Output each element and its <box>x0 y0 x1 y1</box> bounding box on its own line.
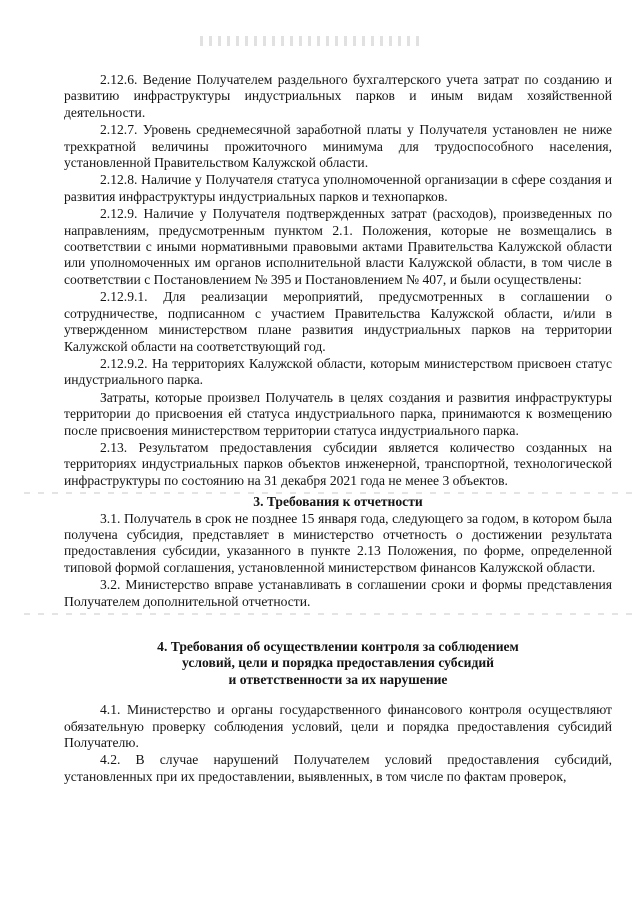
paragraph-2-12-9: 2.12.9. Наличие у Получателя подтвержденных затрат (расходов), произведенных по направлениям, предусмотренным пунктом 2.1. Положения, которые не возмещались в соответствии с иными нормативными правовыми актами Правительства Калужской области или уполномоченных им органов исполнительной власти Калужской области, в том числе в соответствии с Постановлением № 395 и Постановлением № 407, и были осуществлены: <box>64 206 612 287</box>
section-4-title-line-3: и ответственности за их нарушение <box>228 671 448 687</box>
document-body <box>64 72 612 785</box>
section-4-title-line-2: условий, цели и порядка предоставления субсидий <box>181 655 494 671</box>
paragraph-2-12-9-1: 2.12.9.1. Для реализации мероприятий, предусмотренных в соглашении о сотрудничестве, подписанном с участием Правительства Калужской области, и/или в утвержденном министерством плане развития индустриальных парков на территории Калужской области на соответствующий год. <box>64 289 612 354</box>
scan-line-artifact <box>24 492 640 494</box>
scan-line-artifact <box>24 613 640 615</box>
section-4-title-line-1: 4. Требования об осуществлении контроля за соблюдением <box>157 639 519 654</box>
scan-header-artifact <box>200 36 420 46</box>
section-3-title: 3. Требования к отчетности <box>253 494 423 510</box>
section-4-title <box>64 639 612 688</box>
paragraph-costs: Затраты, которые произвел Получатель в целях создания и развития инфраструктуры территории до присвоения ей статуса индустриального парка, принимаются к возмещению после присвоения министерством территории статуса индустриального парка. <box>64 389 612 438</box>
paragraph-2-13: 2.13. Результатом предоставления субсидии является количество созданных на территориях индустриальных парков объектов инженерной, транспортной, технологической инфраструктуры по состоянию на 31 декабря 2021 года не менее 3 объектов. <box>64 439 612 488</box>
paragraph-2-12-7: 2.12.7. Уровень среднемесячной заработной платы у Получателя установлен не ниже трехкратной величины прожиточного минимума для трудоспособного населения, установленной Правительством Калужской области. <box>64 122 612 171</box>
paragraph-3-1: 3.1. Получатель в срок не позднее 15 января года, следующего за годом, в котором была получена субсидия, представляет в министерство отчетность о достижении результата предоставления субсидии, указанного в пункте 2.13 Положения, по форме, определенной типовой формой соглашения, установленной министерством финансов Калужской области. <box>64 510 612 575</box>
paragraph-2-12-8: 2.12.8. Наличие у Получателя статуса уполномоченной организации в сфере создания и развития инфраструктуры индустриальных парков и технопарков. <box>64 172 612 204</box>
paragraph-2-12-9-2: 2.12.9.2. На территориях Калужской области, которым министерством присвоен статус индустриального парка. <box>64 355 612 388</box>
paragraph-2-12-6: 2.12.6. Ведение Получателем раздельного бухгалтерского учета затрат по созданию и развитию инфраструктуры индустриальных парков и иным видам хозяйственной деятельности. <box>64 72 612 120</box>
paragraph-4-2: 4.2. В случае нарушений Получателем условий предоставления субсидий, установленных при их предоставлении, выявленных, в том числе по фактам проверок, <box>64 752 612 784</box>
paragraph-4-1: 4.1. Министерство и органы государственного финансового контроля осуществляют обязательную проверку соблюдения условий, цели и порядка предоставления субсидий Получателю. <box>64 702 612 751</box>
paragraph-3-2: 3.2. Министерство вправе устанавливать в соглашении сроки и формы представления Получателем дополнительной отчетности. <box>64 577 612 609</box>
